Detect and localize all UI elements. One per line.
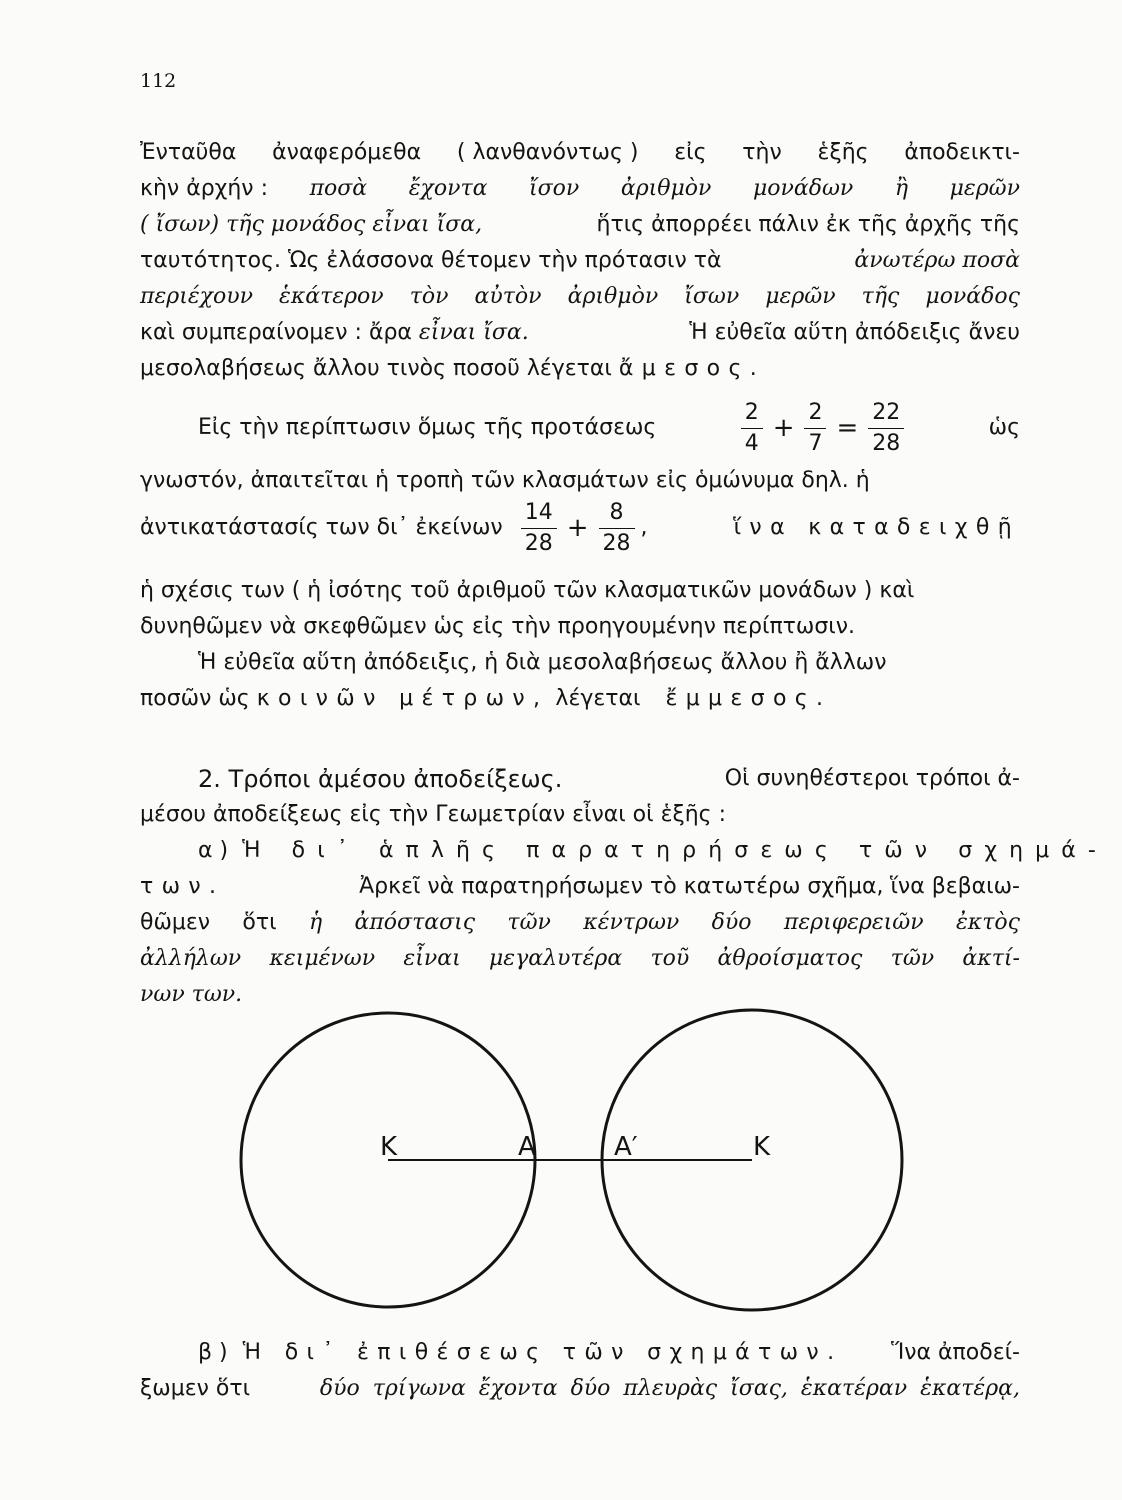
label-a-prime: A′ bbox=[614, 1132, 638, 1162]
para1-line6: καὶ συμπεραίνομεν : ἄρα εἶναι ἴσα. Ἡ εὐθεῖα αὕτη ἀπόδειξις ἄνευ bbox=[140, 320, 1020, 345]
label-a: A bbox=[518, 1132, 536, 1162]
fraction-22-28: $\frac{22}{28}$ bbox=[868, 400, 904, 457]
para2-line2: γνωστόν, ἀπαιτεῖται ἡ τροπὴ τῶν κλασμάτων εἰς ὁμώνυμα δηλ. ἡ bbox=[140, 468, 870, 493]
para2-line4: ἡ σχέσις των ( ἡ ἰσότης τοῦ ἀριθμοῦ τῶν κλασματικῶν μονάδων ) καὶ bbox=[140, 578, 915, 603]
item-a-line3: θῶμεν ὅτι ἡ ἀπόστασις τῶν κέντρων δύο περιφερειῶν ἐκτὸς bbox=[140, 910, 1020, 935]
para1-line1: Ἐνταῦθα ἀναφερόμεθα ( λανθανόντως ) εἰς τὴν ἑξῆς ἀποδεικτι- bbox=[140, 140, 1020, 165]
fraction-8-28: $\frac{8}{28}$ bbox=[599, 500, 635, 557]
label-right-center: K bbox=[753, 1132, 771, 1162]
equals-sign: = bbox=[836, 413, 859, 443]
section-heading: 2. Τρόποι ἀμέσου ἀποδείξεως. bbox=[198, 765, 563, 793]
para2-line1: Εἰς τὴν περίπτωσιν ὅμως τῆς προτάσεως $\frac{2}{4}$ + $\frac{2}{7}$ = $\frac{22}{28}$ ὡς bbox=[198, 399, 1020, 456]
section2-line1: 2. Τρόποι ἀμέσου ἀποδείξεως. Οἱ συνηθέστεροι τρόποι ἀ- bbox=[198, 765, 1020, 793]
fraction-2-4: $\frac{2}{4}$ bbox=[741, 400, 763, 457]
label-left-center: K bbox=[380, 1132, 398, 1162]
item-a-line1: α ) Ἡ δι᾽ ἁπλῆς παρατηρήσεως τῶν σχημά- bbox=[198, 838, 1108, 863]
plus-sign: + bbox=[772, 413, 795, 443]
para2-line5: δυνηθῶμεν νὰ σκεφθῶμεν ὡς εἰς τὴν προηγουμένην περίπτωσιν. bbox=[140, 614, 856, 639]
para3-line2: ποσῶν ὡς κοινῶν μέτρων, λέγεται ἔμμεσος. bbox=[140, 686, 832, 711]
para1-line5: περιέχουν ἑκάτερον τὸν αὐτὸν ἀριθμὸν ἴσων μερῶν τῆς μονάδος bbox=[140, 284, 1020, 309]
para1-line4: ταυτότητος. Ὡς ἐλάσσονα θέτομεν τὴν πρότασιν τὰ ἀνωτέρω ποσὰ bbox=[140, 248, 1020, 273]
para2-line3: ἀντικατάστασίς των δι᾽ ἐκείνων $\frac{14}{28}$ + $\frac{8}{28}$ , ἵνα καταδειχθῇ bbox=[140, 499, 1020, 556]
item-b-line2: ξωμεν ὅτι δύο τρίγωνα ἔχοντα δύο πλευρὰς ἴσας, ἑκατέραν ἑκατέρᾳ, bbox=[140, 1376, 1020, 1401]
item-a-line5: νων των. bbox=[140, 982, 243, 1007]
para1-line2: κὴν ἀρχήν : ποσὰ ἔχοντα ἴσον ἀριθμὸν μονάδων ἢ μερῶν bbox=[140, 176, 1020, 201]
para1-line7: μεσολαβήσεως ἄλλου τινὸς ποσοῦ λέγεται ἄμεσος. bbox=[140, 356, 766, 381]
plus-sign-2: + bbox=[566, 513, 589, 543]
item-a-line2: των. Ἀρκεῖ νὰ παρατηρήσωμεν τὸ κατωτέρω σχῆμα, ἵνα βεβαιω- bbox=[140, 874, 1020, 899]
fraction-14-28: $\frac{14}{28}$ bbox=[521, 500, 557, 557]
item-a-line4: ἀλλήλων κειμένων εἶναι μεγαλυτέρα τοῦ ἀθροίσματος τῶν ἀκτί- bbox=[140, 946, 1020, 971]
page-number: 112 bbox=[140, 70, 177, 92]
fraction-2-7: $\frac{2}{7}$ bbox=[804, 400, 826, 457]
para3-line1: Ἡ εὐθεῖα αὕτη ἀπόδειξις, ἡ διὰ μεσολαβήσεως ἄλλου ἢ ἄλλων bbox=[198, 650, 887, 675]
item-b-line1: β ) Ἡ δι᾽ ἐπιθέσεως τῶν σχημάτων. Ἵνα ἀποδεί- bbox=[198, 1340, 1020, 1365]
section2-line2: μέσου ἀποδείξεως εἰς τὴν Γεωμετρίαν εἶναι οἱ ἑξῆς : bbox=[140, 802, 726, 827]
para1-line3: ( ἴσων) τῆς μονάδος εἶναι ἴσα, ἥτις ἀπορρέει πάλιν ἐκ τῆς ἀρχῆς τῆς bbox=[140, 212, 1020, 237]
